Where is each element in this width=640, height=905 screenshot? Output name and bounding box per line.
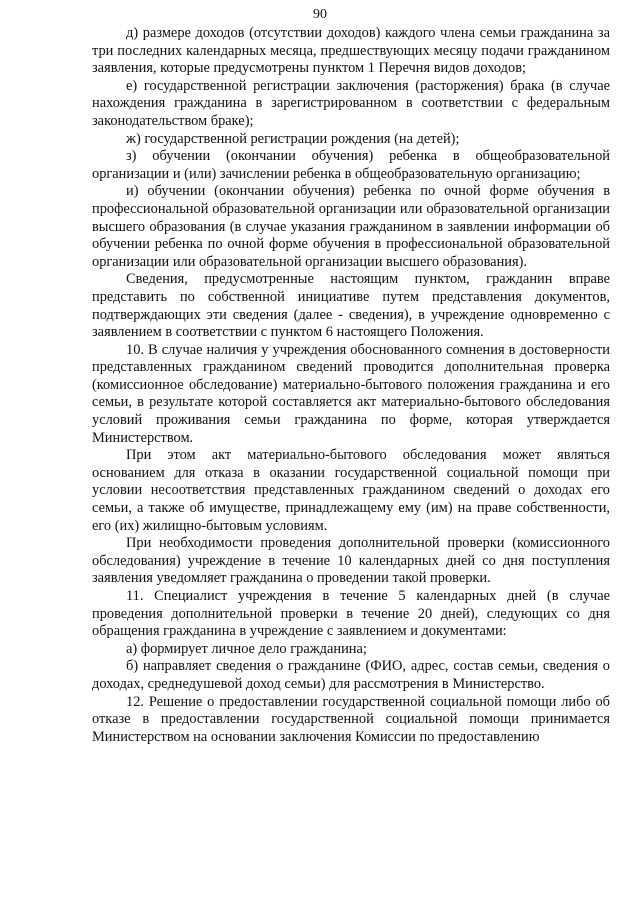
paragraph-z-school: з) обучении (окончании обучения) ребенка в общеобразовательной организации и (или) зачислении ребенка в общеобразовательную организацию; xyxy=(92,148,610,182)
document-body xyxy=(92,25,610,746)
page-number: 90 xyxy=(313,7,327,22)
paragraph-12: 12. Решение о предоставлении государственной социальной помощи либо об отказе в предоставлении государственной социальной помощи принимается Министерством на основании заключения Комиссии по предоставлению xyxy=(92,693,610,745)
paragraph-11b: б) направляет сведения о гражданине (ФИО, адрес, состав семьи, сведения о доходах, среднедушевой доход семьи) для рассмотрения в Министерство. xyxy=(92,658,610,692)
paragraph-10: 10. В случае наличия у учреждения обоснованного сомнения в достоверности представленных гражданином сведений проводится дополнительная проверка (комиссионное обследование) материально-бытового положения гражданина и его семьи, в результате которой составляется акт материально-бытового обследования условий проживания семьи гражданина по форме, которая утверждается Министерством. xyxy=(92,341,610,446)
paragraph-11: 11. Специалист учреждения в течение 5 календарных дней (в случае проведения дополнительной проверки в течение 20 дней), следующих со дня обращения гражданина в учреждение с заявлением и документами: xyxy=(92,588,610,640)
paragraph-act: При этом акт материально-бытового обследования может являться основанием для отказа в оказании государственной социальной помощи при условии несоответствия представленных гражданином сведений о доходах его семьи, а также об имуществе, принадлежащему ему (им) на праве собственности, его (их) жилищно-бытовым условиям. xyxy=(92,447,610,534)
paragraph-information: Сведения, предусмотренные настоящим пунктом, гражданин вправе представить по собственной инициативе путем представления документов, подтверждающих эти сведения (далее - сведения), в учреждение одновременно с заявлением в соответствии с пунктом 6 настоящего Положения. xyxy=(92,271,610,341)
paragraph-zh-birth: ж) государственной регистрации рождения (на детей); xyxy=(126,130,460,147)
paragraph-notification: При необходимости проведения дополнительной проверки (комиссионного обследования) учреждение в течение 10 календарных дней со дня поступления заявления уведомляет гражданина о проведении такой проверки. xyxy=(92,535,610,587)
paragraph-i-education: и) обучении (окончании обучения) ребенка по очной форме обучения в профессиональной образовательной организации или образовательной организации высшего образования (в случае указания гражданином в заявлении информации об обучении ребенка по очной форме обучения в профессиональной образовательной организации или образовательной организации высшего образования). xyxy=(92,183,610,270)
paragraph-e-marriage: е) государственной регистрации заключения (расторжения) брака (в случае нахождения гражданина в зарегистрированном в соответствии с федеральным законодательством браке); xyxy=(92,77,610,129)
paragraph-d-income: д) размере доходов (отсутствии доходов) каждого члена семьи гражданина за три последних календарных месяца, предшествующих месяцу подачи гражданином заявления, которые предусмотрены пунктом 1 Перечня видов доходов; xyxy=(92,25,610,77)
paragraph-11a: а) формирует личное дело гражданина; xyxy=(126,640,367,657)
